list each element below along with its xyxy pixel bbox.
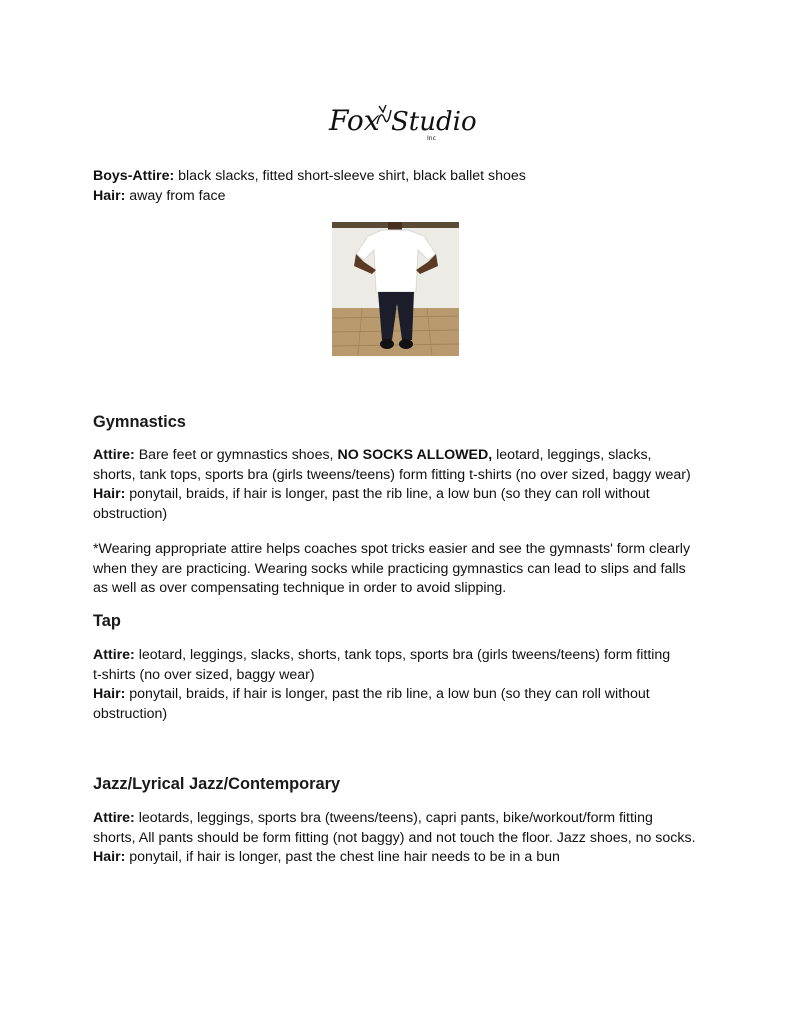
jazz-attire-line-1	[93, 809, 713, 829]
tap-heading: Tap	[93, 612, 121, 630]
jazz-hair-text: ponytail, if hair is longer, past the chest line hair needs to be in a bun	[125, 849, 560, 865]
tap-hair-label: Hair:	[93, 686, 126, 702]
jazz-attire-section	[93, 809, 713, 868]
gymnastics-attire-label: Attire:	[93, 447, 135, 463]
jazz-attire-line-2: shorts, All pants should be form fitting (not baggy) and not touch the floor. Jazz shoes, no socks.	[93, 829, 696, 846]
tap-attire-text: leotard, leggings, slacks, shorts, tank tops, sports bra (girls tweens/teens) form fitting	[134, 647, 671, 663]
boys-attire-line	[93, 167, 713, 187]
gymnastics-hair-line-1	[93, 485, 713, 505]
gymnastics-attire-line-2: shorts, tank tops, sports bra (girls tweens/teens) form fitting t-shirts (no over sized, baggy wear)	[93, 466, 691, 483]
jazz-hair-label: Hair:	[93, 849, 126, 865]
gymnastics-attire-post: leotard, leggings, slacks,	[492, 447, 652, 463]
tap-attire-label: Attire:	[93, 647, 135, 663]
jazz-heading: Jazz/Lyrical Jazz/Contemporary	[93, 775, 341, 793]
svg-text:Fox: Fox	[329, 104, 380, 137]
jazz-hair-line	[93, 848, 713, 868]
gymnastics-hair-line-2: obstruction)	[93, 505, 168, 522]
svg-text:Inc: Inc	[427, 135, 436, 142]
gymnastics-hair-text: ponytail, braids, if hair is longer, past the rib line, a low bun (so they can roll without	[125, 486, 650, 502]
tap-attire-line-1	[93, 646, 713, 666]
boys-hair-text: away from face	[125, 187, 226, 204]
tap-attire-line-2: t-shirts (no over sized, baggy wear)	[93, 666, 315, 683]
boys-hair-label: Hair:	[93, 187, 126, 204]
gymnastics-note-line-1: *Wearing appropriate attire helps coaches spot tricks easier and see the gymnasts' form clearly	[93, 541, 691, 557]
boys-attire-photo	[332, 222, 459, 356]
gymnastics-attire-pre: Bare feet or gymnastics shoes,	[134, 447, 338, 463]
jazz-attire-label: Attire:	[93, 810, 135, 826]
fox-studio-logo	[327, 96, 477, 144]
tap-attire-section	[93, 646, 713, 724]
no-socks-warning: NO SOCKS ALLOWED,	[337, 447, 493, 463]
tap-hair-line-1	[93, 685, 713, 705]
boys-hair-line	[93, 187, 713, 207]
gymnastics-note-line-3: as well as over compensating technique in order to avoid slipping.	[93, 580, 507, 596]
gymnastics-note	[93, 540, 713, 599]
tap-hair-text: ponytail, braids, if hair is longer, past the rib line, a low bun (so they can roll without	[125, 686, 650, 702]
gymnastics-note-line-2: when they are practicing. Wearing socks while practicing gymnastics can lead to slips and falls	[93, 560, 686, 577]
tap-hair-line-2: obstruction)	[93, 705, 168, 722]
svg-text:Studio: Studio	[391, 107, 477, 137]
boys-attire-label: Boys-Attire:	[93, 168, 175, 184]
gymnastics-attire-section	[93, 446, 713, 524]
jazz-attire-text: leotards, leggings, sports bra (tweens/teens), capri pants, bike/workout/form fitting	[134, 810, 653, 826]
gymnastics-attire-line-1	[93, 446, 713, 466]
boys-attire-text: black slacks, fitted short-sleeve shirt, black ballet shoes	[174, 168, 526, 184]
boys-attire-section	[93, 167, 713, 206]
gymnastics-heading: Gymnastics	[93, 413, 186, 431]
gymnastics-hair-label: Hair:	[93, 486, 126, 502]
